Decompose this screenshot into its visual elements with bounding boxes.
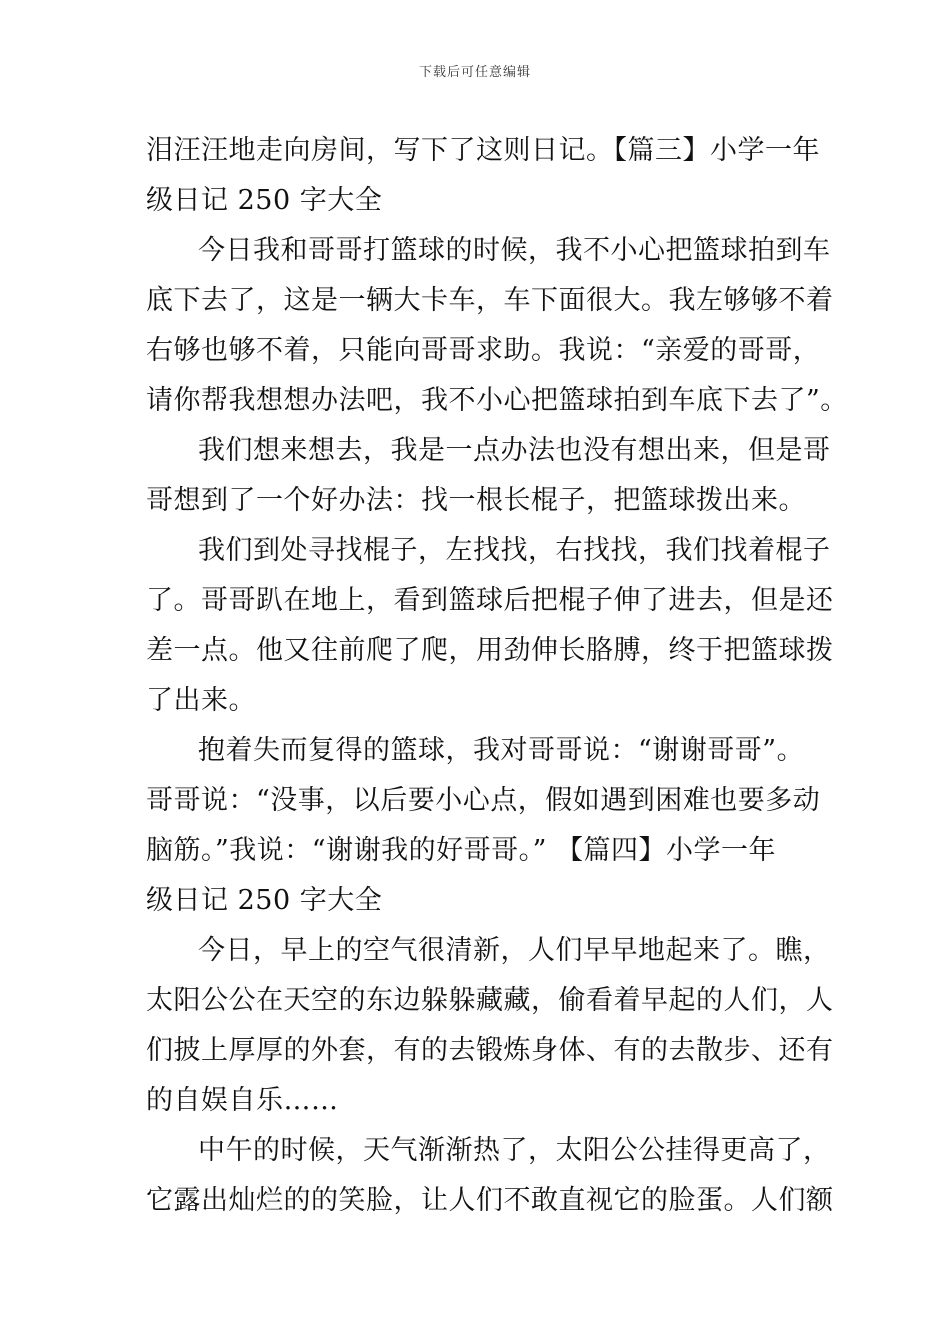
text-line: 级日记 250 字大全 [146, 885, 383, 916]
page-header: 下载后可任意编辑 [418, 65, 531, 80]
paragraph-start-line: 我们到处寻找棍子，左找找，右找找，我们找着棍子 [198, 535, 831, 566]
text-line: 了。哥哥趴在地上，看到篮球后把棍子伸了进去，但是还 [146, 585, 834, 616]
text-line: 脑筋。”我说：“谢谢我的好哥哥。” 【篇四】小学一年 [146, 835, 776, 866]
text-line: 了出来。 [146, 685, 256, 716]
text-line: 太阳公公在天空的东边躲躲藏藏，偷看着早起的人们，人 [146, 985, 834, 1016]
paragraph-start-line: 今日我和哥哥打篮球的时候，我不小心把篮球拍到车 [198, 235, 831, 266]
paragraph-start-line: 我们想来想去，我是一点办法也没有想出来，但是哥 [198, 435, 831, 466]
text-line: 们披上厚厚的外套，有的去锻炼身体、有的去散步、还有 [146, 1035, 834, 1066]
text-line: 差一点。他又往前爬了爬，用劲伸长胳膊，终于把篮球拨 [146, 635, 834, 666]
text-line: 级日记 250 字大全 [146, 185, 383, 216]
text-line: 哥想到了一个好办法：找一根长棍子，把篮球拨出来。 [146, 485, 806, 516]
text-line: 泪汪汪地走向房间，写下了这则日记。【篇三】小学一年 [146, 135, 820, 166]
text-line: 的自娱自乐…… [146, 1085, 339, 1116]
paragraph-start-line: 中午的时候，天气渐渐热了，太阳公公挂得更高了， [198, 1135, 831, 1166]
text-line: 哥哥说：“没事，以后要小心点，假如遇到困难也要多动 [146, 785, 821, 816]
text-line: 它露出灿烂的的笑脸，让人们不敢直视它的脸蛋。人们额 [146, 1185, 834, 1216]
paragraph-start-line: 今日，早上的空气很清新，人们早早地起来了。瞧， [198, 935, 831, 966]
document-body [146, 126, 848, 1226]
paragraph-start-line: 抱着失而复得的篮球，我对哥哥说：“谢谢哥哥”。 [198, 735, 805, 766]
text-line: 请你帮我想想办法吧，我不小心把篮球拍到车底下去了”。 [146, 385, 848, 416]
text-line: 右够也够不着，只能向哥哥求助。我说：“亲爱的哥哥， [146, 335, 821, 366]
text-line: 底下去了，这是一辆大卡车，车下面很大。我左够够不着 [146, 285, 834, 316]
